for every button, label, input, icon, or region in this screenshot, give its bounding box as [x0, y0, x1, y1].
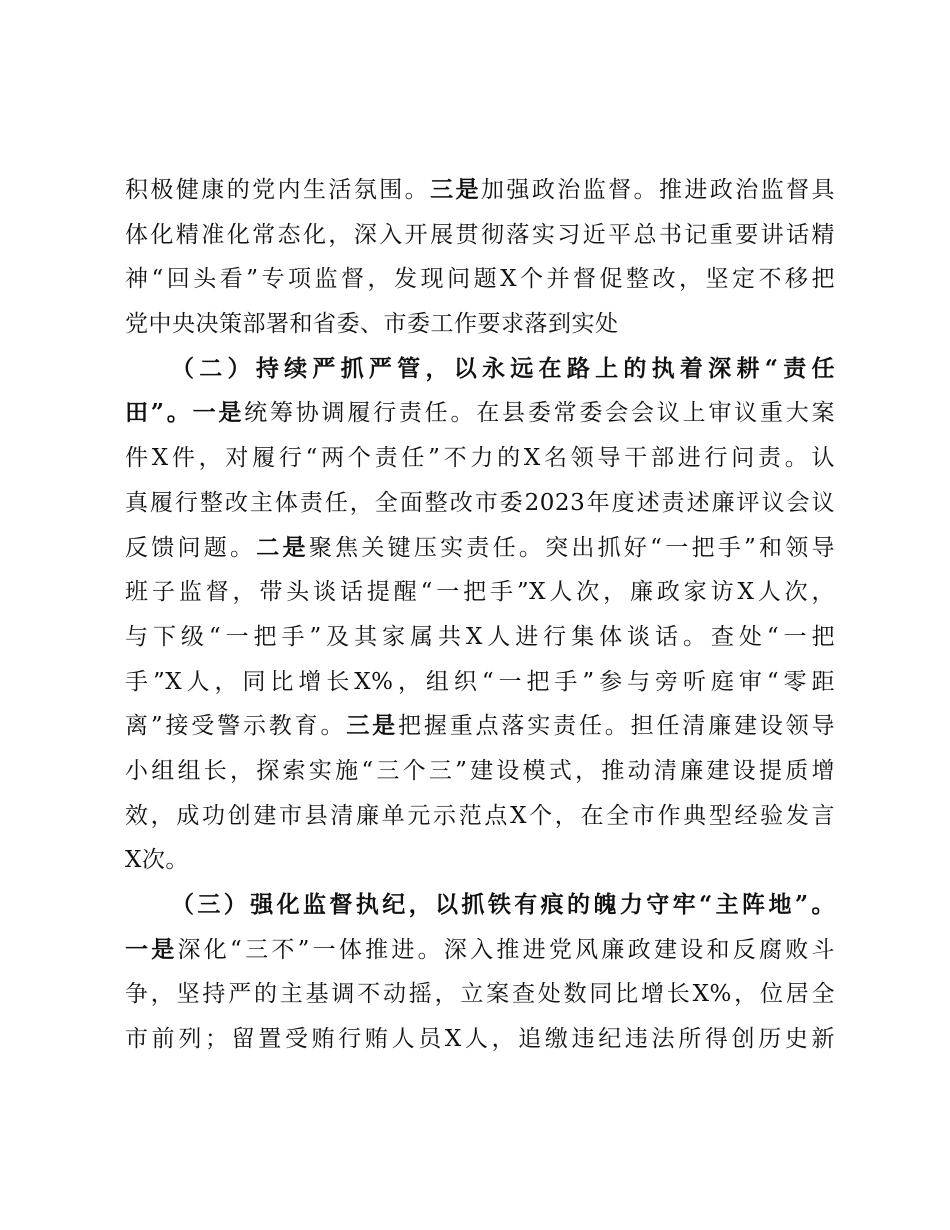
text-line	[125, 838, 835, 883]
text-segment: 效，成功创建市县清廉单元示范点X个，在全市作典型经验发言	[125, 802, 835, 829]
text-line	[125, 257, 835, 302]
text-segment: 神“回头看”专项监督，发现问题X个并督促整改，坚定不移把	[125, 266, 835, 293]
text-segment: 把握重点落实责任。担任清廉建设领导	[398, 713, 835, 740]
text-line	[125, 526, 835, 571]
text-line	[125, 794, 835, 839]
text-segment: 争，坚持严的主基调不动摇，立案查处数同比增长X%，位居全	[125, 981, 835, 1008]
text-line	[125, 481, 835, 526]
paragraph-2	[125, 347, 835, 883]
text-segment: 离”接受警示教育。	[125, 713, 347, 740]
paragraph-1	[125, 168, 835, 347]
text-line	[125, 436, 835, 481]
text-segment: 积极健康的党内生活氛围。	[125, 177, 431, 203]
text-line	[125, 1017, 835, 1062]
text-line	[125, 391, 835, 436]
text-segment: 真履行整改主体责任，全面整改市委2023年度述责述廉评议会议	[125, 489, 835, 516]
bold-text-segment: 田”。一是	[125, 399, 245, 427]
bold-text-segment: 二是	[256, 533, 309, 561]
text-segment: 反馈问题。	[125, 534, 257, 561]
text-segment: 件X件，对履行“两个责任”不力的X名领导干部进行问责。认	[125, 445, 835, 472]
text-segment: 党中央决策部署和省委、市委工作要求落到实处	[125, 311, 619, 338]
text-segment: 统筹协调履行责任。在县委常委会会议上审议重大案	[244, 400, 835, 427]
text-line	[125, 749, 835, 794]
bold-text-segment: 三是	[430, 176, 481, 203]
text-line	[125, 660, 835, 705]
text-line	[125, 302, 835, 347]
document-body	[125, 168, 835, 1062]
text-line	[125, 570, 835, 615]
text-line	[125, 883, 835, 928]
text-line	[125, 704, 835, 749]
text-segment: 深化“三不”一体推进。深入推进党风廉政建设和反腐败斗	[177, 936, 835, 963]
text-segment: 体化精准化常态化，深入开展贯彻落实习近平总书记重要讲话精	[125, 221, 835, 248]
bold-text-segment: （二）持续严抓严管，以永远在路上的执着深耕“责任	[171, 354, 835, 382]
text-segment: 加强政治监督。推进政治监督具	[480, 177, 835, 203]
text-segment: 聚焦关键压实责任。突出抓好“一把手”和领导	[308, 534, 835, 561]
paragraph-3	[125, 883, 835, 1062]
bold-text-segment: （三）强化监督执纪，以抓铁有痕的魄力守牢“主阵地”。	[171, 891, 835, 918]
text-line	[125, 347, 835, 392]
text-line	[125, 168, 835, 213]
text-line	[125, 213, 835, 258]
text-line	[125, 928, 835, 973]
text-segment: 小组组长，探索实施“三个三”建设模式，推动清廉建设提质增	[125, 757, 835, 784]
text-segment: 市前列；留置受贿行贿人员X人，追缴违纪违法所得创历史新	[125, 1026, 835, 1053]
text-segment: 手”X人，同比增长X%，组织“一把手”参与旁听庭审“零距	[125, 668, 835, 695]
text-segment: 与下级“一把手”及其家属共X人进行集体谈话。查处“一把	[125, 623, 835, 650]
text-line	[125, 972, 835, 1017]
text-segment: 班子监督，带头谈话提醒“一把手”X人次，廉政家访X人次，	[125, 579, 835, 606]
bold-text-segment: 三是	[346, 712, 399, 740]
bold-text-segment: 一是	[125, 935, 178, 963]
text-segment: X次。	[125, 847, 189, 874]
text-line	[125, 615, 835, 660]
